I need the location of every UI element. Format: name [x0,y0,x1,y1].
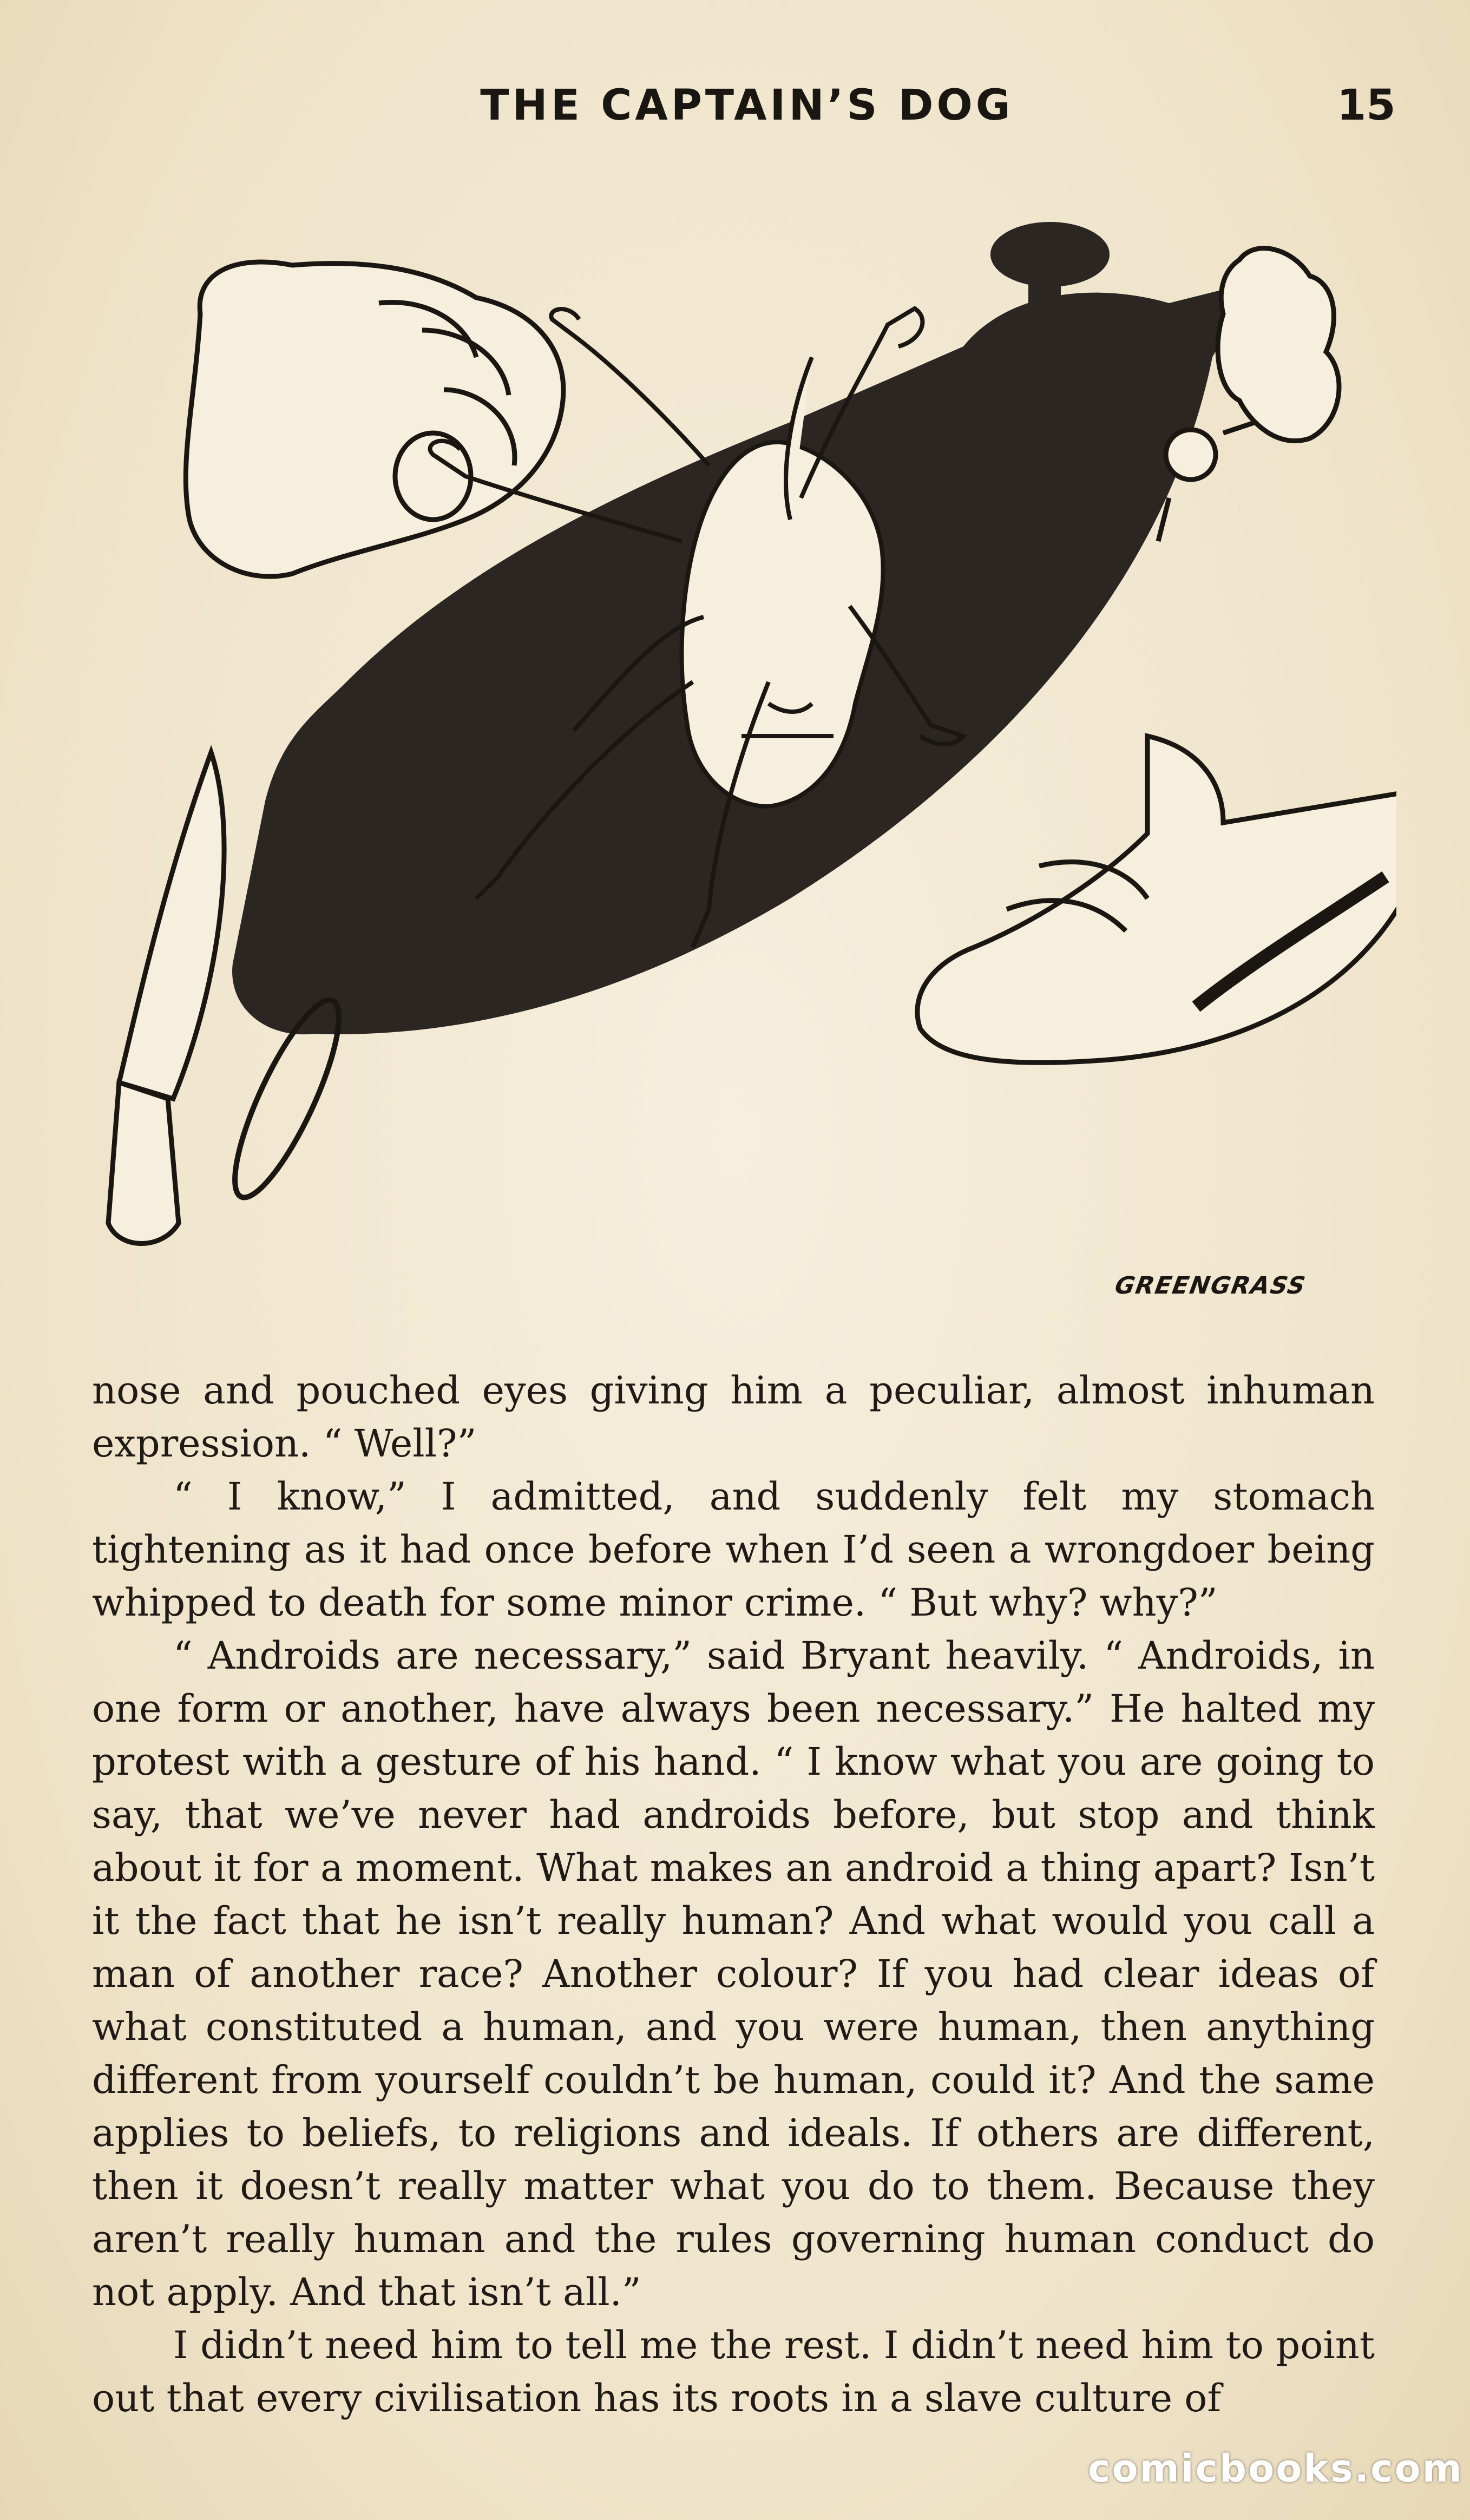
paragraph: “ Androids are necessary,” said Bryant heavily. “ Androids, in one form or another, have always been necessary.” He halted my protest with a gesture of his hand. “ I know what you are going to say, that we’ve never had androids before, but stop and think about it for a moment. What makes an android a thing apart? Isn’t it the fact that he isn’t really human? And what would you call a man of another race? Another colour? If you had clear ideas of what constituted a human, and you were human, then anything different from yourself couldn’t be human, could it? And the same applies to beliefs, to religions and ideals. If others are different, then it doesn’t really matter what you do to them. Because they aren’t really human and the rules governing human conduct do not apply. And that isn’t all.” [92,1633,1375,2314]
dog-illustration [87,195,1396,1326]
paragraph: I didn’t need him to tell me the rest. I didn’t need him to point out that every civilisation has its roots in a slave culture of [92,2323,1375,2420]
paragraph: nose and pouched eyes giving him a peculiar, almost inhuman expression. “ Well?” [92,1368,1375,1466]
paragraph: “ I know,” I admitted, and suddenly felt my stomach tightening as it had once before when I’d seen a wrongdoer being whipped to death for some minor crime. “ But why? why?” [92,1474,1375,1625]
fist-icon [186,262,563,576]
artist-signature: GREENGRASS [1110,1272,1311,1300]
body-text [92,1364,1375,2425]
watermark: comicbooks.com [1088,2446,1464,2491]
running-header: THE CAPTAIN’S DOG [480,81,1014,130]
page-number: 15 [1337,81,1396,130]
knife-icon [108,752,224,1244]
shoe-icon [917,736,1396,1062]
